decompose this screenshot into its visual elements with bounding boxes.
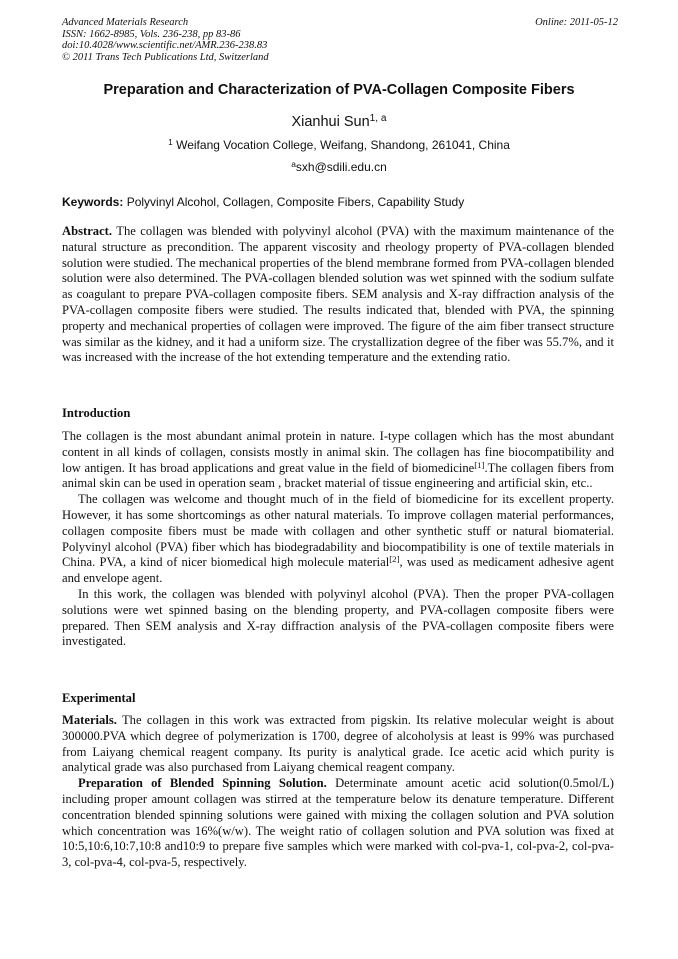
preparation-label: Preparation of Blended Spinning Solution. [78, 776, 327, 791]
experimental-heading: Experimental [62, 691, 136, 705]
abstract [62, 224, 614, 366]
citation-2: [2] [389, 554, 400, 565]
author-name: Xianhui Sun [291, 114, 370, 130]
intro-paragraph-3: In this work, the collagen was blended with polyvinyl alcohol (PVA). Then the proper PVA-collagen solutions were wet spinned basing on the blending property, and PVA-collagen composite fibers were prepared. Then SEM analysis and X-ray diffraction analysis of the PVA-collagen composite fibers were investigated. [62, 586, 614, 649]
intro-paragraph-2: The collagen was welcome and thought much of in the field of biomedicine for its excellent property. However, it has some shortcomings as other natural materials. To improve collagen material performances, collagen composite fibers must be made with collagen and other synthetic stuff or natural biomaterial. Polyvinyl alcohol (PVA) fiber which has biodegradability and biocompatibility is one of textile materials in China. PVA, a kind of nicer biomedical high molecule material[2], was used as medicament adhesive agent and envelope agent. [62, 492, 614, 586]
introduction-heading: Introduction [62, 406, 131, 420]
keywords [62, 195, 618, 209]
experimental-body [62, 713, 614, 871]
running-header [62, 17, 618, 63]
issn-line: ISSN: 1662-8985, Vols. 236-238, pp 83-86 [62, 28, 241, 40]
email-text: sxh@sdili.edu.cn [295, 160, 387, 174]
journal-name: Advanced Materials Research [62, 17, 189, 28]
abstract-text: The collagen was blended with polyvinyl alcohol (PVA) with the maximum maintenance of the natural structure as precondition. The apparent viscosity and rheology property of PVA-collagen blended solution were studied. The mechanical properties of the blend membrane formed from PVA-collagen blended solution were also determined. The PVA-collagen blended solution was wet spinned with the sodium sulfate as coagulant to prepare PVA-collagen composite fibers. SEM analysis and X-ray diffraction analysis of the PVA-collagen composite fibers were studied. The results indicated that, blended with PVA, the spinning property and mechanical properties of collagen were improved. The figure of the aim fiber transect structure was similar as the kidney, and it had a uniform size. The crystallization degree of the fiber was 55.7%, and it was increased with the increase of the hot extending temperature and the extending ratio. [62, 224, 615, 365]
materials-label: Materials. [62, 713, 117, 727]
email [0, 160, 678, 174]
copyright-line: © 2011 Trans Tech Publications Ltd, Switzerland [62, 51, 269, 63]
abstract-label: Abstract. [62, 224, 113, 238]
affiliation-sup: 1 [168, 137, 173, 148]
keywords-text: Polyvinyl Alcohol, Collagen, Composite Fibers, Capability Study [126, 195, 465, 209]
doi-line: doi:10.4028/www.scientific.net/AMR.236-238.83 [62, 40, 268, 51]
author [0, 114, 678, 130]
citation-1: [1] [474, 459, 485, 470]
affiliation [0, 138, 678, 152]
keywords-label: Keywords: [62, 195, 124, 209]
online-date: Online: 2011-05-12 [535, 17, 618, 28]
author-sup: 1, a [369, 113, 387, 125]
materials-paragraph: Materials. The collagen in this work was extracted from pigskin. Its relative molecular weight is about 300000.PVA which degree of polymerization is 1700, degree of alcoholysis at least is 99% was purchased from Laiyang chemical reagent company. Its purity is analytical grade. Ice acetic acid which purity is analytical grade was also purchased from Laiyang chemical reagent company. [62, 713, 615, 775]
paper-title: Preparation and Characterization of PVA-Collagen Composite Fibers [103, 82, 575, 98]
preparation-paragraph: Preparation of Blended Spinning Solution. Determinate amount acetic acid solution(0.5mol/L) including proper amount collagen was stirred at the temperature below its denature temperature. Different concentration blended spinning solutions were gained with mixing the collagen solution and PVA solution which concentration was 16%(w/w). The weight ratio of collagen solution and PVA solution was fixed at 10:5,10:6,10:7,10:8 and10:9 to prepare five samples which were marked with col-pva-1, col-pva-2, col-pva-3, col-pva-4, col-pva-5, respectively. [62, 776, 615, 870]
introduction-body [62, 429, 614, 650]
intro-paragraph-1: The collagen is the most abundant animal protein in nature. I-type collagen which has the most abundant content in all kinds of collagen, consists mostly in animal skin. The collagen has fine biocompatibility and low antigen. It has broad applications and great value in the field of biomedicine[1].The collagen fibers from animal skin can be used in operation seam , bracket material of tissue engineering and artificial skin, etc.. [62, 429, 614, 491]
affiliation-text: Weifang Vocation College, Weifang, Shandong, 261041, China [176, 138, 510, 152]
email-sup: a [291, 159, 296, 170]
